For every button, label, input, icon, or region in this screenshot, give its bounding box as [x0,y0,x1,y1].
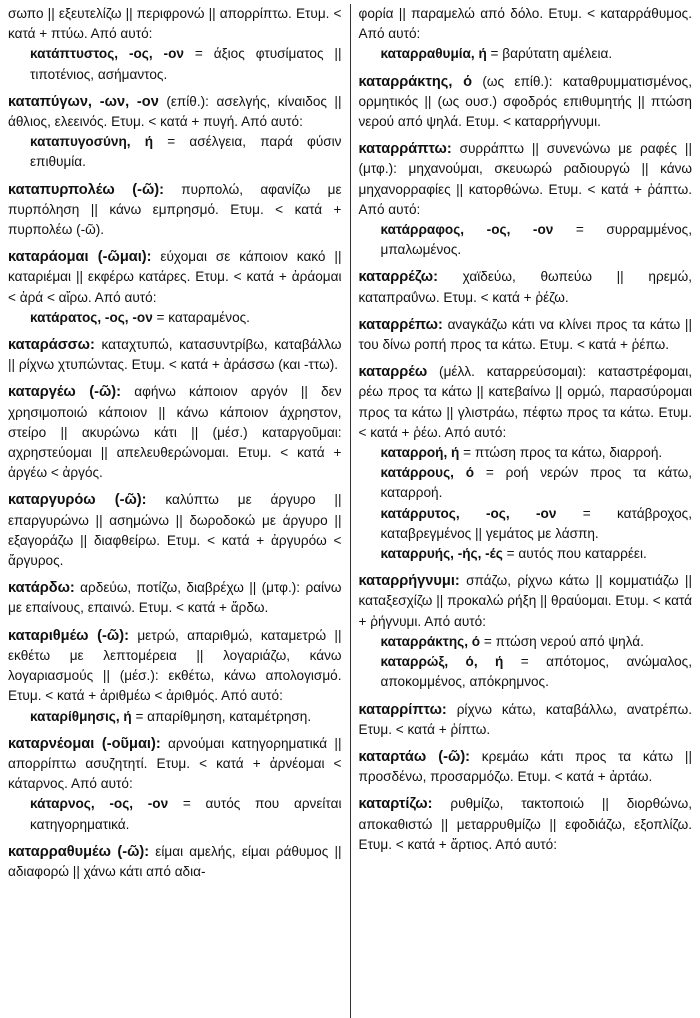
entry-continuation [8,4,342,85]
entry-definition: (μέλλ. καταρρεύσομαι): καταστρέφομαι, ρέω προς τα κάτω || κατεβαίνω || ορμώ, παρασύρομαι προς τα κάτω || γλιστράω, πέφτω προς τα κάτω. Ετυμ. < κατά + ῥέω. Από αυτό: [358,364,692,440]
entry-definition: συρράπτω || συνενώνω με ραφές || (μτφ.): μηχανούμαι, σκευωρώ ραδιουργώ || κάνω μηχανορραφίες || κατορθώνω. Ετυμ. < κατά + ῥάπτω. Από αυτό: [358,141,692,217]
sub-entry-headword: καταρραθυμία, ή [380,46,487,62]
sub-entry [381,544,693,564]
dictionary-entry [8,490,342,571]
sub-entry [381,652,693,692]
entry-headword: καταριθμέω (-ῶ): [8,627,129,644]
dictionary-entry [8,92,342,173]
sub-entry-headword: καταρίθμησις, ή [30,708,132,724]
entry-body [8,842,342,882]
sub-entry-definition: = πτώση νερού από ψηλά. [480,633,644,649]
sub-entry-definition: = άξιος φτυσίματος || τιποτένιος, ασήμαντος. [30,46,342,82]
dictionary-entry [8,626,342,727]
dictionary-entry [359,362,693,564]
entry-definition: σπάζω, ρίχνω κάτω || κομματιάζω || καταξεσχίζω || προκαλώ ρήξη || θραύομαι. Ετυμ. < κατά + ῥήγνυμι. Από αυτό: [358,573,692,629]
entry-headword: καταράομαι (-ῶμαι): [8,249,152,266]
entry-body [359,794,693,855]
entry-headword: καταρρέω [358,364,428,381]
entry-definition: είμαι αμελής, είμαι ράθυμος || αδιαφορώ || χάνω κάτι από αδια- [8,843,342,879]
entry-definition: πυρπολώ, αφανίζω με πυρπόληση || κάνω εμπρησμό. Ετυμ. < κατά + πυρπολέω (-ῶ). [8,181,342,238]
sub-entry-headword: κατάρρους, ό [380,465,475,481]
entry-body [8,335,342,375]
entry-headword: καταρρέζω: [358,269,438,286]
entry-body [8,734,342,795]
sub-entry-headword: καταπυγοσύνη, ή [30,134,154,150]
entry-body [8,92,342,132]
entry-body [359,4,693,44]
dictionary-entry [359,315,693,355]
entry-definition: αρδεύω, ποτίζω, διαβρέχω || (μτφ.): ραίνω με επαίνους, επαινώ. Ετυμ. < κατά + ἄρδω. [8,580,342,616]
dictionary-entry [8,180,342,241]
entry-headword: καταπυρπολέω (-ῶ): [8,181,164,198]
entry-definition: καταχτυπώ, κατασυντρίβω, καταβάλλω || ρίχνω χτυπώντας. Ετυμ. < κατά + ἀράσσω (και -ττω). [8,337,342,373]
entry-headword: κατάρδω: [8,580,75,597]
entry-body [359,72,693,133]
entry-body [359,747,693,787]
entry-headword: καταρράπτω: [358,141,452,158]
sub-entry [30,132,342,172]
entry-definition: ρυθμίζω, τακτοποιώ || διορθώνω, αποκαθιστώ || μεταρρυθμίζω || εφοδιάζω, εξοπλίζω. Ετυμ. < κατά + ἄρτιος. Από αυτό: [358,796,692,852]
entry-definition: αναγκάζω κάτι να κλίνει προς τα κάτω || του δίνω ροπή προς τα κάτω. Ετυμ. < κατά + ῥέπω. [358,316,692,353]
entry-headword: καταρρίπτω: [358,701,447,718]
dictionary-entry [8,734,342,835]
dictionary-entry [359,267,693,307]
dictionary-entry [8,842,342,882]
dictionary-entry [359,72,693,133]
sub-entry-headword: κατάρραφος, -ος, -ον [380,222,554,238]
entry-definition: κρεμάω κάτι προς τα κάτω || προσδένω, προσαρμόζω. Ετυμ. < κατά + ἀρτάω. [358,748,692,785]
right-column [350,4,693,1018]
entry-headword: καταρράκτης, ό [358,73,472,90]
entry-headword: καταργέω (-ῶ): [8,384,122,401]
entry-continuation [359,4,693,65]
entry-body [8,382,342,483]
sub-entry-definition: = κατάβροχος, καταβρεγμένος || γεμάτος με λάσπη. [380,505,692,541]
entry-body [359,139,693,220]
entry-body [8,578,342,618]
entry-body [359,315,693,355]
sub-entry-definition: = βαρύτατη αμέλεια. [486,46,613,62]
entry-headword: καταράσσω: [8,337,95,354]
sub-entry-definition: = ροή νερών προς τα κάτω, καταρροή. [380,465,692,501]
entry-definition: (ως επίθ.): καταθρυμματισμένος, ορμητικός || (ως ουσ.) σφοδρός επιθυμητής || πτώση νερού από ψηλά. Ετυμ. < καταρρήγνυμι. [358,73,692,130]
dictionary-entry [359,794,693,855]
sub-entry-definition: = απότομος, ανώμαλος, αποκομμένος, απόκρημνος. [380,654,692,690]
entry-definition: (επίθ.): ασελγής, κίναιδος || άθλιος, ελεεινός. Ετυμ. < κατά + πυγή. Από αυτό: [8,93,342,130]
sub-entry-definition: = αυτός που αρνείται κατηγορηματικά. [30,796,342,832]
sub-entry-headword: καταρρυής, -ής, -ές [380,546,503,562]
sub-entry [381,463,693,503]
entry-headword: καταρρήγνυμι: [358,573,460,590]
dictionary-entry [359,700,693,740]
entry-headword: καταργυρόω (-ῶ): [8,492,147,509]
entry-body [359,362,693,443]
entry-body [8,490,342,571]
entry-body [359,267,693,307]
dictionary-entry [359,571,693,692]
entry-body [359,700,693,740]
sub-entry [30,707,342,727]
sub-entry-headword: κατάπτυστος, -ος, -ον [30,46,184,62]
entry-body [8,180,342,241]
sub-entry-definition: = συρραμμένος, μπαλωμένος. [380,222,692,258]
sub-entry-definition: = ασέλγεια, παρά φύσιν επιθυμία. [30,134,342,170]
entry-definition: σωπο || εξευτελίζω || περιφρονώ || απορρίπτω. Ετυμ. < κατά + πτύω. Από αυτό: [8,6,342,42]
entry-body [8,247,342,308]
sub-entry [30,308,342,328]
left-column [8,4,342,1018]
sub-entry-headword: κάταρνος, -ος, -ον [30,796,169,812]
entry-definition: χαϊδεύω, θωπεύω || ηρεμώ, καταπραΰνω. Ετυμ. < κατά + ῥέζω. [358,269,692,305]
sub-entry [30,44,342,84]
entry-headword: καταρραθυμέω (-ῶ): [8,843,150,860]
dictionary-entry [8,382,342,483]
entry-body [8,4,342,44]
sub-entry-headword: κατάρρυτος, -ος, -ον [380,505,557,521]
sub-entry-headword: καταρρώξ, ό, ή [380,654,504,670]
sub-entry-definition: = απαρίθμηση, καταμέτρηση. [131,708,312,724]
dictionary-entry [8,335,342,375]
entry-definition: ρίχνω κάτω, καταβάλλω, ανατρέπω. Ετυμ. < κατά + ῥίπτω. [358,701,692,737]
entry-definition: αρνούμαι κατηγορηματικά || απορρίπτω ασυζητητί. Ετυμ. < κατά + ἀρνέομαι < κάταρνος. Από αυτό: [8,735,342,792]
entry-definition: εύχομαι σε κάποιον κακό || καταριέμαι || εκφέρω κατάρες. Ετυμ. < κατά + ἀράομαι < ἀρά < αἴρω. Από αυτό: [8,249,342,305]
entry-definition: μετρώ, απαριθμώ, καταμετρώ || εκθέτω με λεπτομέρεια || λογαριάζω, κάνω λογαριασμούς || (μέσ.): εκθέτω, κάνω απολογισμό. Ετυμ. < κατά + ἀριθμέω < ἀριθμός. Από αυτό: [8,627,342,704]
entry-headword: καταρτίζω: [358,796,433,813]
entry-headword: καταπύγων, -ων, -ον [8,93,159,110]
entry-definition: φορία || παραμελώ από δόλο. Ετυμ. < καταρράθυμος. Από αυτό: [358,6,692,42]
entry-definition: καλύπτω με άργυρο || επαργυρώνω || ασημώνω || δωροδοκώ με άργυρο || εξαγοράζω || διαφθείρω. Ετυμ. < κατά + ἀργυρόω < ἄργυρος. [8,492,342,569]
sub-entry [381,443,693,463]
dictionary-entry [8,247,342,328]
sub-entry [381,632,693,652]
dictionary-entry [359,139,693,260]
sub-entry-headword: καταρράκτης, ό [380,633,481,649]
sub-entry-headword: κατάρατος, -ος, -ον [30,309,153,325]
sub-entry [381,220,693,260]
sub-entry [381,44,693,64]
sub-entry-definition: = καταραμένος. [152,309,250,325]
dictionary-entry [8,578,342,618]
sub-entry-definition: = αυτός που καταρρέει. [502,546,647,562]
entry-definition: αφήνω κάποιον αργόν || δεν χρησιμοποιώ κάποιον || κάνω κάποιον άχρηστον, στείρο || ακυρώνω κάτι || (μέσ.) καταργοῦμαι: αχρηστεύομαι || απελευθερώνομαι. Ετυμ. < κατά + ἀργέω < ἀργός. [8,384,342,481]
entry-headword: καταρτάω (-ῶ): [358,748,471,765]
sub-entry-definition: = πτώση προς τα κάτω, διαρροή. [459,445,663,461]
entry-body [359,571,693,632]
dictionary-entry [359,747,693,787]
entry-headword: καταρνέομαι (-οῦμαι): [8,735,161,752]
entry-body [8,626,342,707]
sub-entry-headword: καταρροή, ή [380,445,460,461]
sub-entry [30,794,342,834]
sub-entry [381,504,693,544]
entry-headword: καταρρέπω: [358,316,443,333]
